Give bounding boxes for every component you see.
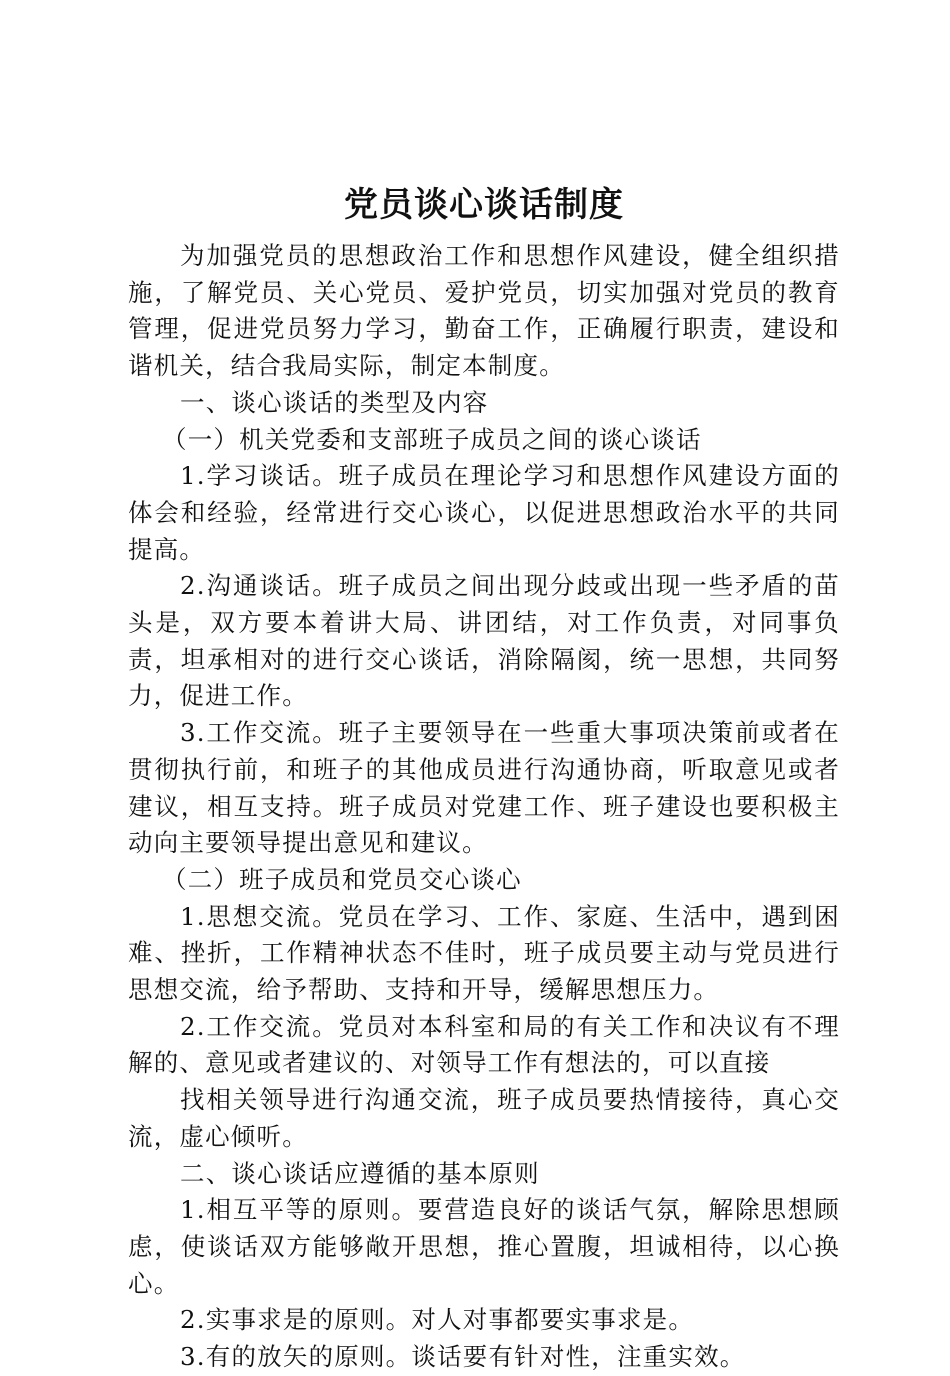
document-body	[128, 238, 840, 1376]
section-heading-1: 一、谈心谈话的类型及内容	[180, 387, 489, 417]
subsection-heading-1: （一）机关党委和支部班子成员之间的谈心谈话	[162, 424, 702, 454]
document-page	[128, 180, 840, 1376]
item-work-exchange: 3.工作交流。班子主要领导在一些重大事项决策前或者在贯彻执行前，和班子的其他成员进行沟通协商，听取意见或者建议，相互支持。班子成员对党建工作、班子建设也要积极主动向主要领导提出意见和建议。	[128, 718, 840, 858]
section-heading-2: 二、谈心谈话应遵循的基本原则	[180, 1158, 540, 1188]
intro-paragraph: 为加强党员的思想政治工作和思想作风建设，健全组织措施，了解党员、关心党员、爱护党员，切实加强对党员的教育管理，促进党员努力学习，勤奋工作，正确履行职责，建设和谐机关，结合我局实际，制定本制度。	[128, 241, 840, 381]
item-study-talk: 1.学习谈话。班子成员在理论学习和思想作风建设方面的体会和经验，经常进行交心谈心，以促进思想政治水平的共同提高。	[128, 461, 840, 564]
principle-truth: 2.实事求是的原则。对人对事都要实事求是。	[180, 1305, 695, 1335]
document-title: 党员谈心谈话制度	[344, 185, 624, 225]
item-work-exchange-2-continued: 找相关领导进行沟通交流，班子成员要热情接待，真心交流，虚心倾听。	[128, 1085, 840, 1151]
principle-equality: 1.相互平等的原则。要营造良好的谈话气氛，解除思想顾虑，使谈话双方能够敞开思想，推心置腹，坦诚相待，以心换心。	[128, 1195, 840, 1298]
item-work-exchange-2: 2.工作交流。党员对本科室和局的有关工作和决议有不理解的、意见或者建议的、对领导工作有想法的，可以直接	[128, 1011, 840, 1078]
subsection-heading-2: （二）班子成员和党员交心谈心	[162, 864, 522, 894]
principle-targeted: 3.有的放矢的原则。谈话要有针对性，注重实效。	[180, 1342, 746, 1372]
item-communication-talk: 2.沟通谈话。班子成员之间出现分歧或出现一些矛盾的苗头是，双方要本着讲大局、讲团结，对工作负责，对同事负责，坦承相对的进行交心谈话，消除隔阂，统一思想，共同努力，促进工作。	[128, 571, 840, 711]
item-thought-exchange: 1.思想交流。党员在学习、工作、家庭、生活中，遇到困难、挫折，工作精神状态不佳时，班子成员要主动与党员进行思想交流，给予帮助、支持和开导，缓解思想压力。	[128, 901, 840, 1005]
